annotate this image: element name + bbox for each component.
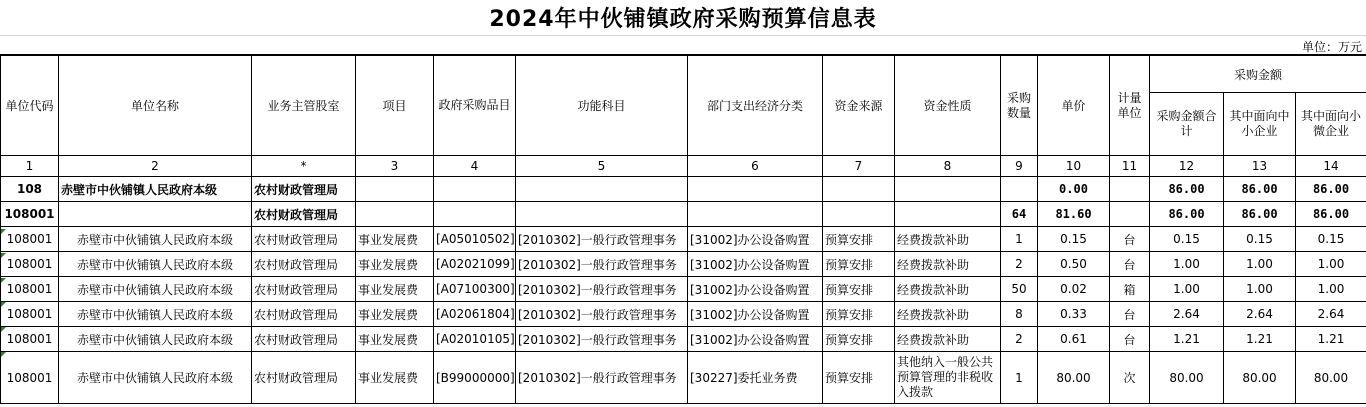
cell-nature: 其他纳入一般公共预算管理的非税收入拨款 <box>895 352 1001 404</box>
cell-micro: 0.15 <box>1296 227 1366 252</box>
cell-func: [2010302]一般行政管理事务 <box>516 227 688 252</box>
col-number: 11 <box>1110 156 1150 177</box>
cell-project <box>356 177 434 202</box>
cell-qty: 50 <box>1001 277 1038 302</box>
cell-sme: 86.00 <box>1224 177 1296 202</box>
cell-econ: [31002]办公设备购置 <box>688 227 823 252</box>
cell-func: [2010302]一般行政管理事务 <box>516 302 688 327</box>
summary-row <box>1 177 1366 202</box>
cell-nature <box>895 202 1001 227</box>
header-fund-source: 资金来源 <box>823 56 895 156</box>
summary-row <box>1 202 1366 227</box>
cell-price: 0.61 <box>1038 327 1110 352</box>
table-row <box>1 327 1366 352</box>
col-number: 13 <box>1224 156 1296 177</box>
cell-total: 1.21 <box>1150 327 1224 352</box>
cell-dept: 农村财政管理局 <box>252 302 356 327</box>
cell-price: 0.15 <box>1038 227 1110 252</box>
cell-source: 预算安排 <box>823 277 895 302</box>
cell-total: 2.64 <box>1150 302 1224 327</box>
header-fund-nature: 资金性质 <box>895 56 1001 156</box>
unit-label: 单位：万元 <box>1301 40 1362 54</box>
col-number: 7 <box>823 156 895 177</box>
cell-sme: 2.64 <box>1224 302 1296 327</box>
cell-sme: 86.00 <box>1224 202 1296 227</box>
table-row <box>1 352 1366 404</box>
unit-row <box>0 36 1366 55</box>
cell-total: 80.00 <box>1150 352 1224 404</box>
cell-total: 86.00 <box>1150 202 1224 227</box>
cell-sme: 1.21 <box>1224 327 1296 352</box>
cell-micro: 1.00 <box>1296 252 1366 277</box>
cell-econ <box>688 177 823 202</box>
cell-price: 0.50 <box>1038 252 1110 277</box>
cell-measure: 次 <box>1110 352 1150 404</box>
cell-econ: [31002]办公设备购置 <box>688 277 823 302</box>
cell-nature <box>895 177 1001 202</box>
cell-micro: 86.00 <box>1296 202 1366 227</box>
header-procurement-item: 政府采购品目 <box>434 56 516 156</box>
cell-func <box>516 177 688 202</box>
cell-measure: 箱 <box>1110 277 1150 302</box>
cell-nature: 经费拨款补助 <box>895 227 1001 252</box>
cell-measure <box>1110 177 1150 202</box>
cell-source <box>823 177 895 202</box>
header-dept: 业务主管股室 <box>252 56 356 156</box>
cell-econ: [31002]办公设备购置 <box>688 302 823 327</box>
cell-unit-code: 108001 <box>1 352 59 404</box>
col-number: 10 <box>1038 156 1110 177</box>
cell-nature: 经费拨款补助 <box>895 277 1001 302</box>
cell-micro: 86.00 <box>1296 177 1366 202</box>
cell-econ <box>688 202 823 227</box>
cell-micro: 1.21 <box>1296 327 1366 352</box>
col-number: * <box>252 156 356 177</box>
cell-project: 事业发展费 <box>356 277 434 302</box>
cell-func: [2010302]一般行政管理事务 <box>516 277 688 302</box>
cell-qty: 8 <box>1001 302 1038 327</box>
cell-dept: 农村财政管理局 <box>252 277 356 302</box>
cell-project: 事业发展费 <box>356 252 434 277</box>
cell-qty: 2 <box>1001 327 1038 352</box>
header-row-1 <box>1 56 1366 93</box>
cell-qty: 1 <box>1001 352 1038 404</box>
col-number: 9 <box>1001 156 1038 177</box>
cell-unit-name <box>59 202 252 227</box>
cell-qty: 64 <box>1001 202 1038 227</box>
cell-price: 0.02 <box>1038 277 1110 302</box>
table-row <box>1 252 1366 277</box>
cell-nature: 经费拨款补助 <box>895 302 1001 327</box>
cell-item: [A02021099] <box>434 252 516 277</box>
col-number: 12 <box>1150 156 1224 177</box>
cell-price: 0.00 <box>1038 177 1110 202</box>
cell-project <box>356 202 434 227</box>
cell-item <box>434 177 516 202</box>
cell-price: 0.33 <box>1038 302 1110 327</box>
column-number-row <box>1 156 1366 177</box>
table-row <box>1 302 1366 327</box>
cell-item: [B99000000] <box>434 352 516 404</box>
cell-qty: 1 <box>1001 227 1038 252</box>
cell-marker-icon <box>1 229 6 234</box>
cell-total: 0.15 <box>1150 227 1224 252</box>
cell-marker-icon <box>1 327 6 332</box>
cell-measure: 台 <box>1110 327 1150 352</box>
cell-project: 事业发展费 <box>356 302 434 327</box>
table-row <box>1 227 1366 252</box>
cell-unit-code: 108001 <box>1 252 59 277</box>
cell-price: 81.60 <box>1038 202 1110 227</box>
header-unit-name: 单位名称 <box>59 56 252 156</box>
cell-marker-icon <box>1 278 6 283</box>
cell-project: 事业发展费 <box>356 227 434 252</box>
cell-measure: 台 <box>1110 302 1150 327</box>
cell-unit-name: 赤壁市中伙铺镇人民政府本级 <box>59 277 252 302</box>
cell-sme: 80.00 <box>1224 352 1296 404</box>
table-row <box>1 277 1366 302</box>
cell-item: [A02010105] <box>434 327 516 352</box>
cell-sme: 1.00 <box>1224 277 1296 302</box>
cell-micro: 80.00 <box>1296 352 1366 404</box>
cell-source: 预算安排 <box>823 352 895 404</box>
cell-marker-icon <box>1 302 6 307</box>
col-number: 6 <box>688 156 823 177</box>
header-amount-total: 采购金额合计 <box>1150 93 1224 156</box>
cell-marker-icon <box>1 352 6 357</box>
cell-dept: 农村财政管理局 <box>252 327 356 352</box>
col-number: 8 <box>895 156 1001 177</box>
cell-func: [2010302]一般行政管理事务 <box>516 352 688 404</box>
cell-dept: 农村财政管理局 <box>252 252 356 277</box>
cell-total: 1.00 <box>1150 252 1224 277</box>
cell-source: 预算安排 <box>823 252 895 277</box>
cell-dept: 农村财政管理局 <box>252 177 356 202</box>
cell-measure: 台 <box>1110 252 1150 277</box>
cell-micro: 1.00 <box>1296 277 1366 302</box>
page-title: 2024年中伙铺镇政府采购预算信息表 <box>489 7 877 32</box>
cell-func: [2010302]一般行政管理事务 <box>516 252 688 277</box>
cell-total: 86.00 <box>1150 177 1224 202</box>
cell-item <box>434 202 516 227</box>
col-number: 1 <box>1 156 59 177</box>
cell-project: 事业发展费 <box>356 352 434 404</box>
cell-unit-name: 赤壁市中伙铺镇人民政府本级 <box>59 352 252 404</box>
cell-unit-code: 108 <box>1 177 59 202</box>
cell-source: 预算安排 <box>823 227 895 252</box>
header-unit-code: 单位代码 <box>1 56 59 156</box>
budget-table <box>0 55 1366 404</box>
cell-unit-name: 赤壁市中伙铺镇人民政府本级 <box>59 252 252 277</box>
col-number: 14 <box>1296 156 1366 177</box>
cell-unit-code: 108001 <box>1 227 59 252</box>
header-function-subject: 功能科目 <box>516 56 688 156</box>
cell-item: [A05010502] <box>434 227 516 252</box>
cell-source: 预算安排 <box>823 327 895 352</box>
header-qty: 采购数量 <box>1001 56 1038 156</box>
cell-qty <box>1001 177 1038 202</box>
cell-unit-name: 赤壁市中伙铺镇人民政府本级 <box>59 327 252 352</box>
header-micro: 其中面向小微企业 <box>1296 93 1366 156</box>
cell-unit-name: 赤壁市中伙铺镇人民政府本级 <box>59 302 252 327</box>
cell-measure <box>1110 202 1150 227</box>
header-unit-price: 单价 <box>1038 56 1110 156</box>
cell-econ: [31002]办公设备购置 <box>688 327 823 352</box>
cell-nature: 经费拨款补助 <box>895 327 1001 352</box>
cell-unit-code: 108001 <box>1 327 59 352</box>
cell-sme: 1.00 <box>1224 252 1296 277</box>
cell-qty: 2 <box>1001 252 1038 277</box>
header-econ-class: 部门支出经济分类 <box>688 56 823 156</box>
cell-nature: 经费拨款补助 <box>895 252 1001 277</box>
cell-total: 1.00 <box>1150 277 1224 302</box>
header-project: 项目 <box>356 56 434 156</box>
cell-sme: 0.15 <box>1224 227 1296 252</box>
header-amount-group: 采购金额 <box>1150 56 1366 93</box>
cell-price: 80.00 <box>1038 352 1110 404</box>
cell-unit-code: 108001 <box>1 277 59 302</box>
cell-unit-name: 赤壁市中伙铺镇人民政府本级 <box>59 177 252 202</box>
cell-unit-code: 108001 <box>1 302 59 327</box>
cell-source: 预算安排 <box>823 302 895 327</box>
col-number: 4 <box>434 156 516 177</box>
cell-measure: 台 <box>1110 227 1150 252</box>
cell-dept: 农村财政管理局 <box>252 352 356 404</box>
cell-dept: 农村财政管理局 <box>252 227 356 252</box>
cell-source <box>823 202 895 227</box>
cell-econ: [30227]委托业务费 <box>688 352 823 404</box>
title-row <box>0 0 1366 36</box>
cell-micro: 2.64 <box>1296 302 1366 327</box>
cell-func <box>516 202 688 227</box>
col-number: 2 <box>59 156 252 177</box>
cell-item: [A07100300] <box>434 277 516 302</box>
cell-econ: [31002]办公设备购置 <box>688 252 823 277</box>
col-number: 5 <box>516 156 688 177</box>
cell-unit-code: 108001 <box>1 202 59 227</box>
cell-project: 事业发展费 <box>356 327 434 352</box>
cell-func: [2010302]一般行政管理事务 <box>516 327 688 352</box>
col-number: 3 <box>356 156 434 177</box>
cell-marker-icon <box>1 253 6 258</box>
header-measure-unit: 计量单位 <box>1110 56 1150 156</box>
cell-unit-name: 赤壁市中伙铺镇人民政府本级 <box>59 227 252 252</box>
cell-item: [A02061804] <box>434 302 516 327</box>
cell-dept: 农村财政管理局 <box>252 202 356 227</box>
header-sme: 其中面向中小企业 <box>1224 93 1296 156</box>
